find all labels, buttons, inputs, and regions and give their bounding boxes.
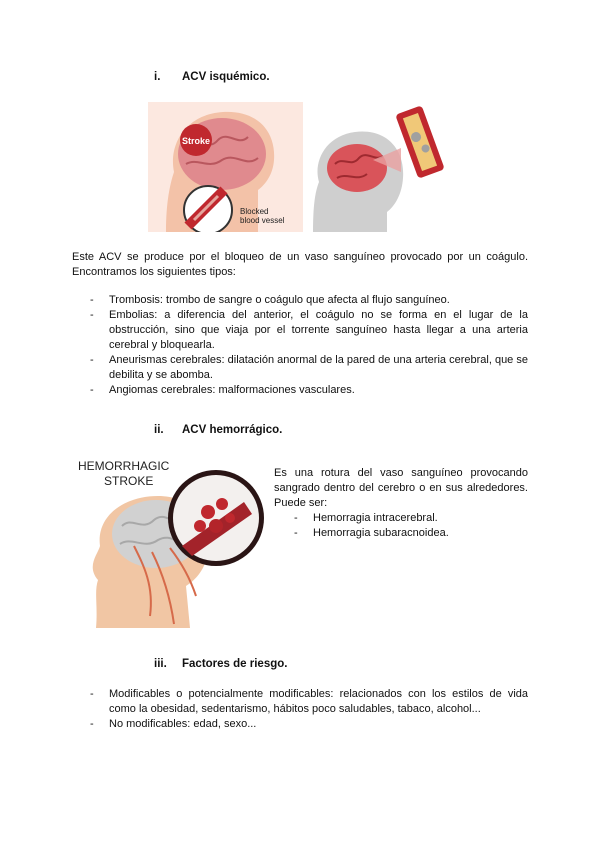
head-clot-illustration	[305, 102, 451, 232]
section-heading-ischemic	[154, 71, 270, 83]
risk-factors-list	[90, 687, 528, 732]
ischemic-description: Este ACV se produce por el bloqueo de un vaso sanguíneo provocado por un coágulo. Encontramos los siguientes tipos:	[72, 251, 528, 278]
section-title: Factores de riesgo.	[182, 658, 288, 670]
section-numeral: iii.	[154, 658, 167, 670]
section-heading-risk-factors	[154, 658, 287, 670]
blocked-label: Blocked	[240, 207, 269, 216]
list-item: - Aneurismas cerebrales: dilatación anormal de la pared de una arteria cerebral, que se debilita y se abomba.	[90, 353, 528, 383]
section-numeral: ii.	[154, 424, 164, 436]
section-numeral: i.	[154, 71, 161, 83]
ischemic-stroke-figure-left	[148, 102, 303, 232]
list-item: - Hemorragia subaracnoidea.	[294, 526, 528, 541]
list-item: - Hemorragia intracerebral.	[294, 511, 528, 526]
hemorrhagic-head-illustration	[74, 456, 264, 628]
list-item: - Embolias: a diferencia del anterior, el coágulo no se forma en el lugar de la obstrucción, sino que viaja por el torrente sanguíneo hasta llegar a una arteria cerebral y bloquearla.	[90, 308, 528, 353]
hemorrhagic-description: Es una rotura del vaso sanguíneo provocando sangrado dentro del cerebro o en sus alrededores. Puede ser:	[274, 467, 528, 509]
hemorrhagic-title-line2: STROKE	[104, 474, 154, 488]
list-item: - Trombosis: trombo de sangre o coágulo que afecta al flujo sanguíneo.	[90, 293, 528, 308]
section-title: ACV isquémico.	[182, 71, 270, 83]
hemorrhagic-types-list	[294, 511, 528, 541]
hemorrhagic-stroke-figure	[74, 456, 264, 628]
ischemic-stroke-figure-right	[305, 102, 451, 232]
ischemic-types-list	[90, 293, 528, 398]
hemorrhagic-title-line1: HEMORRHAGIC	[78, 459, 170, 473]
blood-vessel-label: blood vessel	[240, 216, 285, 225]
stroke-label: Stroke	[181, 136, 211, 146]
section-title: ACV hemorrágico.	[182, 424, 283, 436]
section-heading-hemorrhagic	[154, 424, 282, 436]
list-item: - No modificables: edad, sexo...	[90, 717, 528, 732]
list-item: - Angiomas cerebrales: malformaciones vasculares.	[90, 383, 528, 398]
list-item: - Modificables o potencialmente modificables: relacionados con los estilos de vida como la obesidad, sedentarismo, hábitos poco saludables, tabaco, alcohol...	[90, 687, 528, 717]
stroke-head-illustration	[148, 102, 303, 232]
